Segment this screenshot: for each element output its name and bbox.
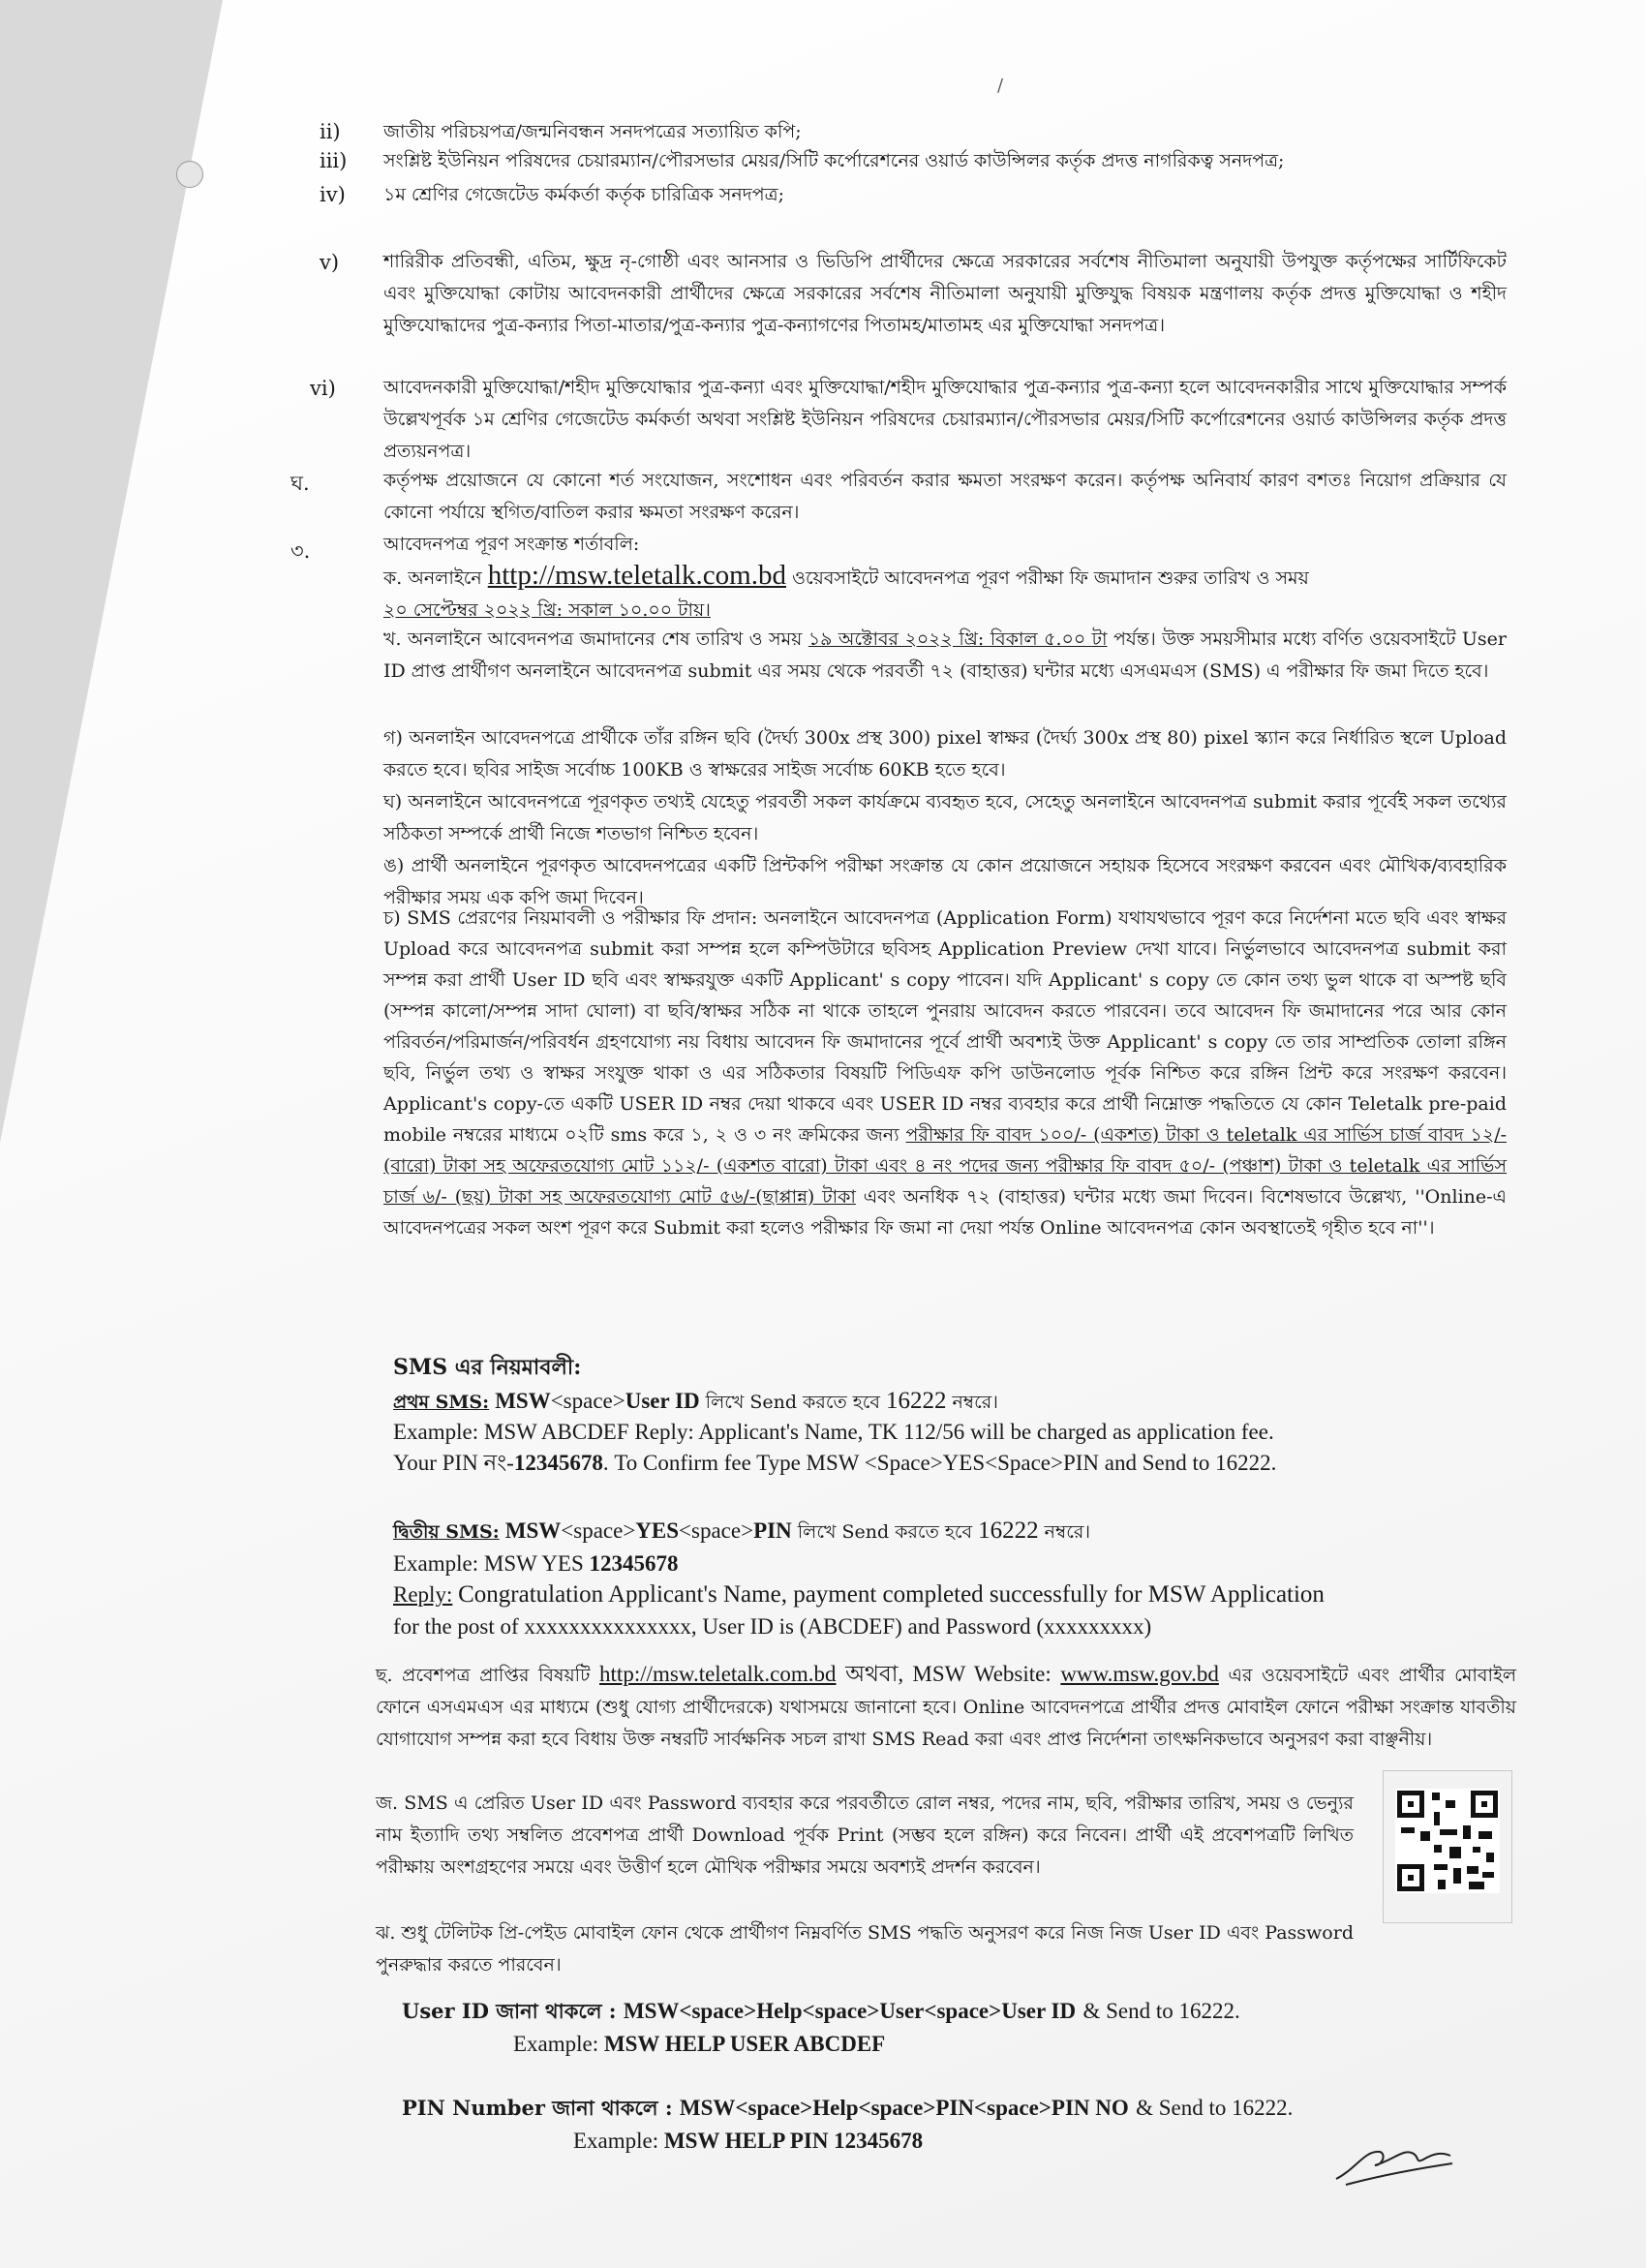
- clause-ka: [383, 560, 1507, 627]
- first-sms-label: প্রথম SMS:: [393, 1392, 490, 1413]
- qr-module: [1463, 1825, 1471, 1839]
- item-text: সংশ্লিষ্ট ইউনিয়ন পরিষদের চেয়ারম্যান/পৌরসভার মেয়র/সিটি কর্পোরেশনের ওয়ার্ড কাউন্সিলর কর্তৃক প্রদত্ত নাগরিকত্ব সনদপত্র;: [383, 150, 1285, 171]
- cmd-space: <space>: [679, 1518, 754, 1543]
- first-sms-example: Example: MSW ABCDEF Reply: Applicant's Name, TK 112/56 will be charged as application fee.: [393, 1420, 1274, 1444]
- deadline-date: ১৯ অক্টোবর ২০২২ খ্রি: বিকাল ৫.০০ টা: [808, 628, 1108, 650]
- clause-cha-tail: এবং অনধিক ৭২ (বাহাত্তর) ঘন্টার মধ্যে জমা দিবেন। বিশেষভাবে উল্লেখ্য, ''Online-এ আবেদনপত্রের সকল অংশ পূরণ করে Submit করা হলেও পরীক্ষার ফি জমা না দেয়া পর্যন্ত Online আবেদনপত্র কোন অবস্থাতেই গৃহীত হবে না''।: [383, 1186, 1507, 1239]
- userid-recovery-line: [402, 1995, 1515, 2027]
- teletalk-link[interactable]: http://msw.teletalk.com.bd: [487, 560, 786, 591]
- qr-module: [1434, 1845, 1442, 1853]
- sms-rules-title: SMS এর নিয়মাবলী:: [393, 1355, 582, 1380]
- section-text: কর্তৃপক্ষ প্রয়োজনে যে কোনো শর্ত সংযোজন, সংশোধন এবং পরিবর্তন করার ক্ষমতা সংরক্ষণ করেন। কর্তৃপক্ষ অনিবার্য কারণ বশতঃ নিয়োগ প্রক্রিয়ার যে কোনো পর্যায়ে স্থগিত/বাতিল করার ক্ষমতা সংরক্ষণ করেন।: [383, 470, 1507, 523]
- qr-module: [1482, 1872, 1494, 1878]
- cmd-space: <space>: [561, 1518, 636, 1543]
- clause-chha-prefix: ছ. প্রবেশপত্র প্রাপ্তির বিষয়টি: [376, 1665, 591, 1686]
- pin-recovery-label: PIN Number জানা থাকলে :: [402, 2096, 673, 2120]
- example-pin: 12345678: [589, 1551, 679, 1576]
- clause-ka-rest: ওয়েবসাইটে আবেদনপত্র পূরণ পরীক্ষা ফি জমাদান শুরুর তারিখ ও সময়: [792, 567, 1309, 589]
- qr-module: [1434, 1812, 1440, 1825]
- clause-jha: ঝ. শুধু টেলিটক প্রি-পেইড মোবাইল ফোন থেকে প্রার্থীগণ নিম্নবর্ণিত SMS পদ্ধতি অনুসরণ করে নিজ নিজ User ID এবং Password পুনরুদ্ধার করতে পারবেন।: [376, 1922, 1354, 1976]
- example-label: Example:: [573, 2129, 664, 2153]
- cmd-msw: MSW: [495, 1389, 551, 1413]
- fee-details: পরীক্ষার ফি বাবদ ১০০/- (একশত) টাকা ও teletalk এর সার্ভিস চার্জ বাবদ ১২/- (বারো) টাকা সহ অফেরতযোগ্য মোট ১১২/- (একশত বারো) টাকা এবং ৪ নং পদের জন্য পরীক্ষার ফি বাবদ ৫০/- (পঞ্চাশ) টাকা ও teletalk এর সার্ভিস চার্জ ৬/- (ছয়) টাকা সহ অফেরতযোগ্য মোট ৫৬/-(ছাপ্পান্ন) টাকা: [383, 1124, 1507, 1208]
- reply-line: [393, 1578, 1516, 1610]
- pin-recovery-cmd: MSW<space>Help<space>PIN<space>PIN NO: [679, 2096, 1129, 2120]
- item-number: iii): [320, 149, 348, 172]
- cmd-msw: MSW: [504, 1518, 562, 1543]
- clause-kha-prefix: খ. অনলাইনে আবেদনপত্র জমাদানের শেষ তারিখ ও সময়: [383, 628, 803, 650]
- reply-line-2: for the post of xxxxxxxxxxxxxxx, User ID is (ABCDEF) and Password (xxxxxxxxx): [393, 1614, 1152, 1639]
- signature-stroke: [1336, 2152, 1452, 2185]
- start-date: ২০ সেপ্টেম্বর ২০২২ খ্রি: সকাল ১০.০০ টায়।: [383, 599, 711, 621]
- item-number: vi): [310, 377, 336, 400]
- qr-module: [1478, 1831, 1492, 1839]
- example-label: Example:: [513, 2032, 604, 2056]
- pin-recovery-example: [573, 2125, 923, 2157]
- second-sms-label: দ্বিতীয় SMS:: [393, 1521, 500, 1543]
- section-heading: আবেদনপত্র পূরণ সংক্রান্ত শর্তাবলি:: [383, 534, 640, 555]
- pin-recovery-tail: & Send to 16222.: [1136, 2096, 1294, 2120]
- cmd-yes: YES: [635, 1518, 680, 1543]
- section-number: ঘ.: [290, 472, 310, 495]
- qr-module: [1486, 1853, 1494, 1862]
- cmd-suffix: নম্বরে।: [952, 1392, 998, 1413]
- qr-finder-top-left: [1397, 1791, 1424, 1818]
- qr-module: [1469, 1882, 1484, 1889]
- userid-recovery-cmd: MSW<space>Help<space>User<space>User ID: [623, 1999, 1077, 2023]
- item-text: জাতীয় পরিচয়পত্র/জন্মনিবন্ধন সনদপত্রের সত্যায়িত কপি;: [383, 121, 802, 142]
- cmd-instruction: লিখে Send করতে হবে: [705, 1392, 880, 1413]
- first-sms-example-2: [393, 1447, 1516, 1479]
- clause-cha-main: চ) SMS প্রেরণের নিয়মাবলী ও পরীক্ষার ফি প্রদান: অনলাইনে আবেদনপত্র (Application Form) যথাযথভাবে পূরণ করে নির্দেশনা মতে ছবি এবং স্বাক্ষর Upload করে আবেদনপত্র submit করা সম্পন্ন হলে কম্পিউটারে ছবিসহ Application Preview দেখা যাবে। নির্ভুলভাবে আবেদনপত্র submit করা সম্পন্ন করা প্রার্থী User ID ছবি এবং স্বাক্ষরযুক্ত একটি Applicant' s copy পাবেন। যদি Applicant' s copy তে কোন তথ্য ভুল থাকে বা অস্পষ্ট ছবি (সম্পন্ন কালো/সম্পন্ন সাদা ঘোলা) বা ছবি/স্বাক্ষর সঠিক না থাকে তাহলে পুনরায় আবেদন করতে পারবেন। তবে আবেদন ফি জমাদানের পরে আর কোন পরিবর্তন/পরিমার্জন/পরিবর্ধন গ্রহণযোগ্য নয় বিধায় আবেদন ফি জমাদানের পূর্বে প্রার্থী অবশ্যই উক্ত Applicant' s copy তে তার সাম্প্রতিক তোলা রঙ্গিন ছবি, নির্ভুল তথ্য ও স্বাক্ষর সংযুক্ত থাকা ও এর সঠিকতার বিষয়টি পিডিএফ কপি ডাউনলোড পূর্বক নিশ্চিত করে রঙ্গিন প্রিন্ট করে সংরক্ষণ করবেন। Applicant's copy-তে একটি USER ID নম্বর দেয়া থাকবে এবং USER ID নম্বর ব্যবহার করে প্রার্থী নিম্নোক্ত পদ্ধতিতে যে কোন Teletalk pre-paid mobile নম্বরের মাধ্যমে ০২টি sms করে ১, ২ ও ৩ নং ক্রমিকের জন্য: [383, 907, 1508, 1146]
- msw-website-link[interactable]: www.msw.gov.bd: [1060, 1662, 1219, 1686]
- qr-module: [1453, 1868, 1461, 1884]
- item-text: আবেদনকারী মুক্তিযোদ্ধা/শহীদ মুক্তিযোদ্ধার পুত্র-কন্যা এবং মুক্তিযোদ্ধা/শহীদ মুক্তিযোদ্ধার পুত্র-কন্যার পুত্র-কন্যা হলে আবেদনকারীর সাথে মুক্তিযোদ্ধার সম্পর্ক উল্লেখপূর্বক ১ম শ্রেণির গেজেটেড কর্মকর্তা অথবা সংশ্লিষ্ট ইউনিয়ন পরিষদের চেয়ারম্যান/পৌরসভার মেয়র/সিটি কর্পোরেশনের ওয়ার্ড কাউন্সিলর কর্তৃক প্রদত্ত প্রত্যয়নপত্র।: [383, 377, 1507, 462]
- reply-text: Congratulation Applicant's Name, payment completed successfully for MSW Application: [458, 1581, 1325, 1608]
- clause-gha: ঘ) অনলাইনে আবেদনপত্রে পূরণকৃত তথ্যই যেহেতু পরবর্তী সকল কার্যক্রমে ব্যবহৃত হবে, সেহেতু অনলাইনে আবেদনপত্র submit করার পূর্বেই সকল তথ্যের সঠিকতা সম্পর্কে প্রার্থী নিজে শতভাগ নিশ্চিত হবেন।: [383, 791, 1507, 844]
- admit-card-link[interactable]: http://msw.teletalk.com.bd: [599, 1662, 837, 1686]
- example-label: Example: MSW YES: [393, 1551, 590, 1576]
- qr-module: [1420, 1831, 1430, 1841]
- pin-recovery-line: [402, 2092, 1515, 2124]
- example-cmd: MSW HELP PIN 12345678: [663, 2129, 924, 2153]
- clause-kha-rest: পর্যন্ত। উক্ত সময়সীমার মধ্যে বর্ণিত ওয়েবসাইটে User ID প্রাপ্ত প্রার্থীগণ অনলাইনে আবেদনপত্র submit এর সময় থেকে পরবর্তী ৭২ (বাহাত্তর) ঘন্টার মধ্যে এসএমএস (SMS) এ পরীক্ষার ফি জমা দিতে হবে।: [383, 628, 1507, 682]
- cmd-space: <space>: [550, 1389, 625, 1413]
- clause-ka-prefix: ক. অনলাইনে: [383, 567, 482, 589]
- item-number: iv): [320, 183, 346, 206]
- cmd-userid: User ID: [625, 1389, 700, 1413]
- clause-cha: [383, 903, 1507, 1243]
- item-number: v): [320, 251, 340, 274]
- userid-recovery-label: User ID জানা থাকলে :: [402, 1999, 617, 2023]
- pen-mark: /: [997, 76, 1004, 96]
- qr-code-modules: [1395, 1789, 1500, 1893]
- qr-module: [1432, 1793, 1440, 1800]
- qr-finder-bottom-left: [1397, 1864, 1424, 1891]
- short-code: 16222: [978, 1517, 1039, 1544]
- item-number: ii): [320, 120, 341, 143]
- item-text: ১ম শ্রেণির গেজেটেড কর্মকর্তা কর্তৃক চারিত্রিক সনদপত্র;: [383, 184, 784, 205]
- second-sms-line: [393, 1515, 1516, 1548]
- punch-hole: [176, 161, 203, 188]
- signature-icon: [1326, 2130, 1472, 2189]
- qr-module: [1440, 1829, 1457, 1835]
- example-cmd: MSW HELP USER ABCDEF: [603, 2032, 886, 2056]
- userid-recovery-example: [513, 2028, 885, 2060]
- reply-label: Reply:: [393, 1582, 453, 1607]
- first-sms-line: [393, 1385, 1516, 1419]
- cmd-pin: PIN: [753, 1518, 792, 1543]
- clause-chha-mid: অথবা, MSW Website:: [845, 1662, 1052, 1686]
- clause-chha-rest: এর ওয়েবসাইটে এবং প্রার্থীর মোবাইল ফোনে এসএমএস এর মাধ্যমে (শুধু যোগ্য প্রার্থীদেরকে) যথাসময়ে জানানো হবে। Online আবেদনপত্রে প্রার্থীর প্রদত্ত মোবাইল ফোনে পরীক্ষা সংক্রান্ত যাবতীয় যোগাযোগ সম্পন্ন করা হবে বিধায় উক্ত নম্বরটি সার্বক্ষনিক সচল রাখা SMS Read করা এবং প্রাপ্ত নির্দেশনা তাৎক্ষনিকভাবে অনুসরণ করা বাঞ্ছনীয়।: [376, 1665, 1517, 1750]
- clause-ga: গ) অনলাইন আবেদনপত্রে প্রার্থীকে তাঁর রঙ্গিন ছবি (দৈর্ঘ্য 300x প্রস্থ 300) pixel স্বাক্ষর (দৈর্ঘ্য 300x প্রস্থ 80) pixel স্ক্যান করে নির্ধারিত স্থলে Upload করতে হবে। ছবির সাইজ সর্বোচ্চ 100KB ও স্বাক্ষরের সাইজ সর্বোচ্চ 60KB হতে হবে।: [383, 727, 1507, 781]
- userid-recovery-tail: & Send to 16222.: [1082, 1999, 1240, 2023]
- clause-kha: [383, 624, 1507, 688]
- cmd-instruction: লিখে Send করতে হবে: [797, 1521, 973, 1543]
- qr-module: [1401, 1827, 1415, 1833]
- qr-finder-top-right: [1471, 1791, 1498, 1818]
- qr-module: [1446, 1800, 1455, 1808]
- cmd-suffix: নম্বরে।: [1044, 1521, 1091, 1543]
- pin-value: 12345678: [513, 1451, 603, 1475]
- pin-label: Your PIN নং-: [393, 1451, 514, 1475]
- qr-module: [1438, 1880, 1446, 1889]
- section-number: ৩.: [290, 539, 311, 563]
- clause-ngo: ঙ) প্রার্থী অনলাইনে পূরণকৃত আবেদনপত্রের একটি প্রিন্টকপি পরীক্ষা সংক্রান্ত যে কোন প্রয়োজনে সহায়ক হিসেবে সংরক্ষণ করবেন এবং মৌখিক/ব্যবহারিক পরীক্ষার সময় এক কপি জমা দিবেন।: [383, 855, 1507, 908]
- confirm-instruction: . To Confirm fee Type MSW <Space>YES<Space>PIN and Send to 16222.: [602, 1451, 1277, 1475]
- qr-module: [1473, 1847, 1480, 1853]
- clause-chha: [376, 1658, 1516, 1756]
- second-sms-example: [393, 1548, 679, 1579]
- qr-module: [1449, 1847, 1461, 1858]
- qr-module: [1434, 1864, 1448, 1870]
- short-code: 16222: [886, 1388, 947, 1414]
- clause-ja: জ. SMS এ প্রেরিত User ID এবং Password ব্যবহার করে পরবর্তীতে রোল নম্বর, পদের নাম, ছবি, পরীক্ষার তারিখ, সময় ও ভেন্যুর নাম ইত্যাদি তথ্য সম্বলিত প্রবেশপত্র প্রার্থী Download পূর্বক Print (সম্ভব হলে রঙ্গিন) করে নিবেন। প্রার্থী এই প্রবেশপত্রটি লিখিত পরীক্ষায় অংশগ্রহণের সময়ে এবং উত্তীর্ণ হলে মৌখিক পরীক্ষার সময়ে অবশ্যই প্রদর্শন করবেন।: [376, 1793, 1354, 1878]
- qr-module: [1467, 1866, 1478, 1874]
- item-text: শারিরীক প্রতিবন্ধী, এতিম, ক্ষুদ্র নৃ-গোষ্ঠী এবং আনসার ও ভিডিপি প্রার্থীদের ক্ষেত্রে সরকারের সর্বশেষ নীতিমালা অনুযায়ী উপযুক্ত কর্তৃপক্ষের সার্টিফিকেট এবং মুক্তিযোদ্ধা কোটায় আবেদনকারী প্রার্থীদের ক্ষেত্রে সরকারের সর্বশেষ নীতিমালা অনুযায়ী মুক্তিযুদ্ধ বিষয়ক মন্ত্রণালয় কর্তৃক প্রদত্ত মুক্তিযোদ্ধা ও শহীদ মুক্তিযোদ্ধাদের পুত্র-কন্যার পিতা-মাতার/পুত্র-কন্যার পুত্র-কন্যাগণের পিতামহ/মাতামহ এর মুক্তিযোদ্ধা সনদপত্র।: [383, 251, 1507, 336]
- qr-code-icon: [1383, 1770, 1512, 1923]
